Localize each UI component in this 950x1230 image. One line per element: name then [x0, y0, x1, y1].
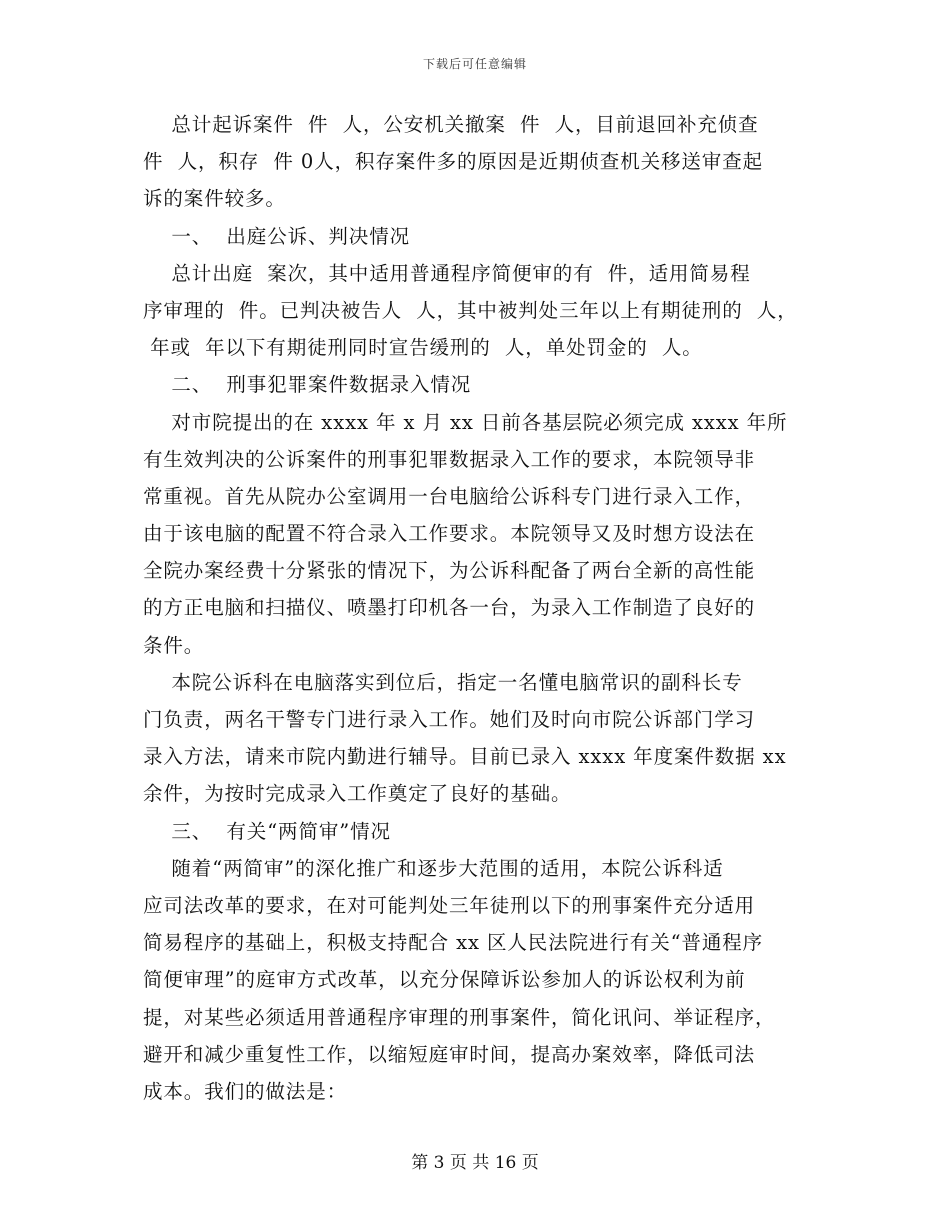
text-line: 简便审理”的庭审方式改革，以充分保障诉讼参加人的诉讼权利为前: [143, 968, 746, 992]
text-line: 条件。: [143, 633, 205, 657]
text-line: 门负责，两名干警专门进行录入工作。她们及时向市院公诉部门学习: [143, 708, 756, 731]
text-line: 诉的案件较多。: [143, 187, 286, 211]
text-line: 本院公诉科在电脑落实到位后，指定一名懂电脑常识的副科长专: [143, 670, 743, 694]
text-line: 录入方法，请来市院内勤进行辅导。目前已录入 xxxx 年度案件数据 xx: [143, 745, 787, 769]
document-body: [143, 106, 813, 1110]
section-heading-3: 三、 有关“两简审”情况: [143, 819, 391, 843]
text-line: 应司法改革的要求，在对可能判处三年徒刑以下的刑事案件充分适用: [143, 893, 756, 917]
text-line: 的方正电脑和扫描仪、喷墨打印机各一台，为录入工作制造了良好的: [143, 596, 756, 620]
text-line: 件 人，积存 件 0人，积存案件多的原因是近期侦查机关移送审查起: [143, 150, 763, 174]
text-line: 对市院提出的在 xxxx 年 x 月 xx 日前各基层院必须完成 xxxx 年所: [143, 410, 788, 434]
text-line: 总计起诉案件 件 人，公安机关撤案 件 人，目前退回补充侦查: [143, 113, 759, 136]
text-line: 常重视。首先从院办公室调用一台电脑给公诉科专门进行录入工作，: [143, 484, 756, 508]
page-header: 下载后可任意编辑: [422, 57, 527, 71]
section-heading-1: 一、 出庭公诉、判决情况: [143, 224, 410, 248]
text-line: 避开和减少重复性工作，以缩短庭审时间，提高办案效率，降低司法: [143, 1042, 756, 1066]
text-line: 余件，为按时完成录入工作奠定了良好的基础。: [143, 782, 572, 806]
text-line: 年或 年以下有期徒刑同时宣告缓刑的 人，单处罚金的 人。: [143, 336, 703, 360]
text-line: 总计出庭 案次，其中适用普通程序简便审的有 件，适用简易程: [143, 261, 751, 285]
text-line: 随着“两简审”的深化推广和逐步大范围的适用，本院公诉科适: [143, 856, 724, 880]
text-line: 有生效判决的公诉案件的刑事犯罪数据录入工作的要求，本院领导非: [143, 447, 756, 471]
text-line: 全院办案经费十分紧张的情况下，为公诉科配备了两台全新的高性能: [143, 559, 756, 583]
text-line: 由于该电脑的配置不符合录入工作要求。本院领导又及时想方设法在: [143, 522, 756, 546]
text-line: 简易程序的基础上，积极支持配合 xx 区人民法院进行有关“普通程序: [143, 931, 764, 955]
page-number-footer: 第 3 页 共 16 页: [411, 1153, 539, 1173]
text-line: 成本。我们的做法是：: [143, 1079, 348, 1103]
section-heading-2: 二、 刑事犯罪案件数据录入情况: [143, 373, 472, 397]
text-line: 提，对某些必须适用普通程序审理的刑事案件，简化讯问、举证程序，: [143, 1005, 776, 1029]
text-line: 序审理的 件。已判决被告人 人，其中被判处三年以上有期徒刑的 人，: [143, 298, 798, 322]
